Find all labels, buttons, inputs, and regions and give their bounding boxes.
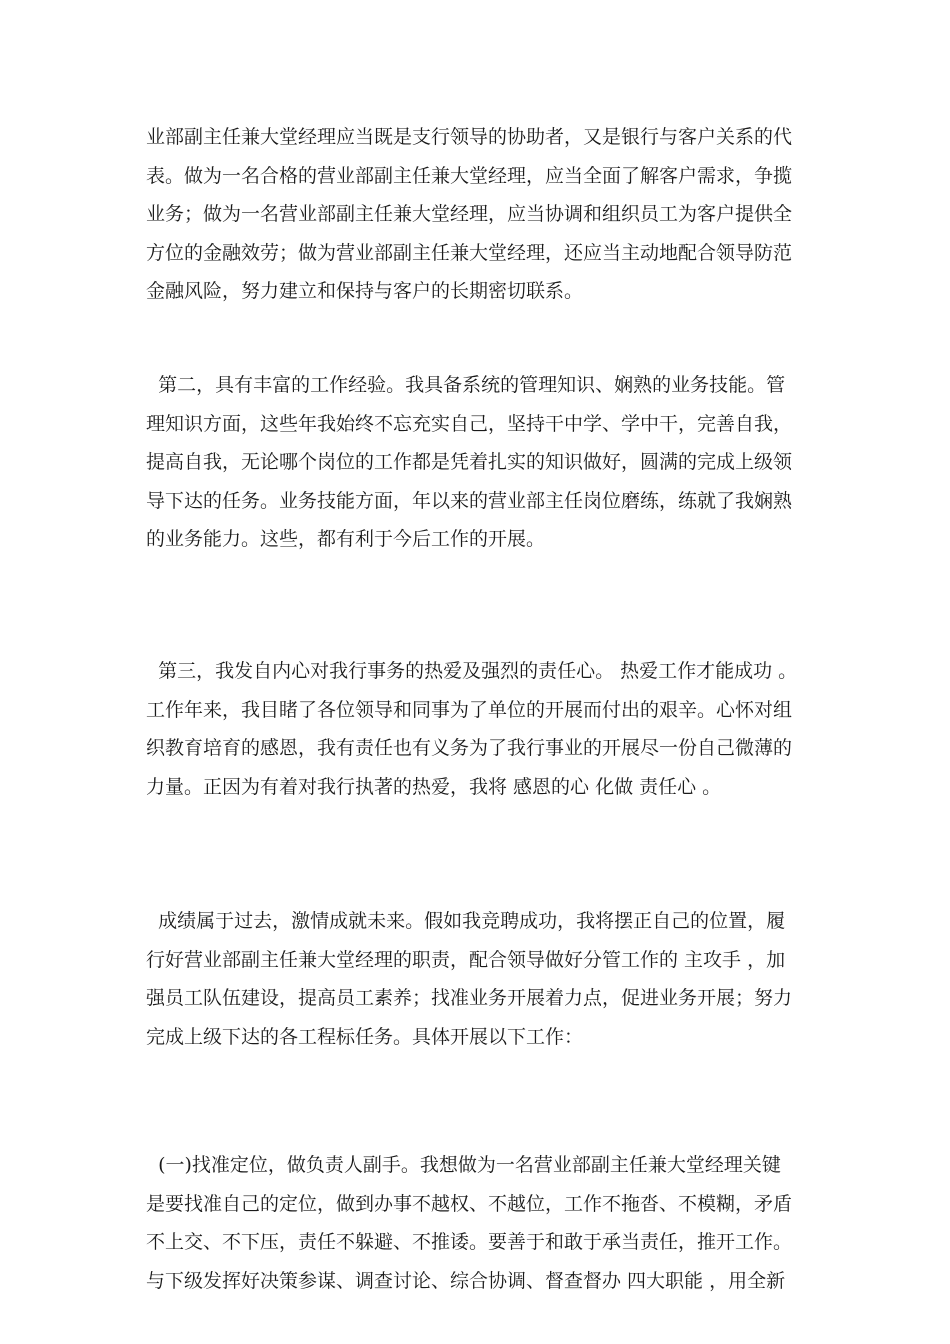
text-line: 方位的金融效劳；做为营业部副主任兼大堂经理，还应当主动地配合领导防范 <box>146 241 793 264</box>
text-line: 行好营业部副主任兼大堂经理的职责，配合领导做好分管工作的 主攻手 ，加 <box>146 948 786 971</box>
text-line: 是要找准自己的定位，做到办事不越权、不越位，工作不拖沓、不模糊，矛盾 <box>146 1192 793 1215</box>
text-line: 表。做为一名合格的营业部副主任兼大堂经理，应当全面了解客户需求，争揽 <box>146 164 793 187</box>
paragraph-1 <box>146 118 806 311</box>
text-line: 力量。正因为有着对我行执著的热爱，我将 感恩的心 化做 责任心 。 <box>146 775 722 798</box>
text-line: 不上交、不下压，责任不躲避、不推诿。要善于和敢于承当责任，推开工作。 <box>146 1231 793 1254</box>
text-line: 工作年来，我目睹了各位领导和同事为了单位的开展而付出的艰辛。心怀对组 <box>146 698 793 721</box>
text-line: 织教育培育的感恩，我有责任也有义务为了我行事业的开展尽一份自己微薄的 <box>146 737 793 760</box>
text-line: 的业务能力。这些，都有利于今后工作的开展。 <box>146 528 546 551</box>
text-line: 强员工队伍建设，提高员工素养；找准业务开展着力点，促进业务开展；努力 <box>146 987 793 1010</box>
paragraph-2 <box>146 366 806 559</box>
text-line: 第三，我发自内心对我行事务的热爱及强烈的责任心。 热爱工作才能成功 。 <box>146 660 798 682</box>
text-line: 完成上级下达的各工程标任务。具体开展以下工作： <box>146 1025 584 1048</box>
text-line: (一)找准定位，做负责人副手。我想做为一名营业部副主任兼大堂经理关键 <box>146 1154 781 1176</box>
paragraph-5 <box>146 1146 806 1300</box>
paragraph-3 <box>146 652 806 806</box>
text-line: 成绩属于过去，激情成就未来。假如我竞聘成功，我将摆正自己的位置，履 <box>146 910 786 932</box>
paragraph-4 <box>146 902 806 1056</box>
text-line: 与下级发挥好决策参谋、调查讨论、综合协调、督查督办 四大职能 ，用全新 <box>146 1269 786 1292</box>
text-line: 导下达的任务。业务技能方面，年以来的营业部主任岗位磨练，练就了我娴熟 <box>146 489 793 512</box>
text-line: 提高自我，无论哪个岗位的工作都是凭着扎实的知识做好，圆满的完成上级领 <box>146 451 793 474</box>
text-line: 业务；做为一名营业部副主任兼大堂经理，应当协调和组织员工为客户提供全 <box>146 203 793 226</box>
text-line: 第二，具有丰富的工作经验。我具备系统的管理知识、娴熟的业务技能。管 <box>146 374 786 396</box>
text-line: 理知识方面，这些年我始终不忘充实自己，坚持干中学、学中干，完善自我， <box>146 412 793 435</box>
text-line: 金融风险，努力建立和保持与客户的长期密切联系。 <box>146 280 584 303</box>
text-line: 业部副主任兼大堂经理应当既是支行领导的协助者，又是银行与客户关系的代 <box>146 126 793 148</box>
